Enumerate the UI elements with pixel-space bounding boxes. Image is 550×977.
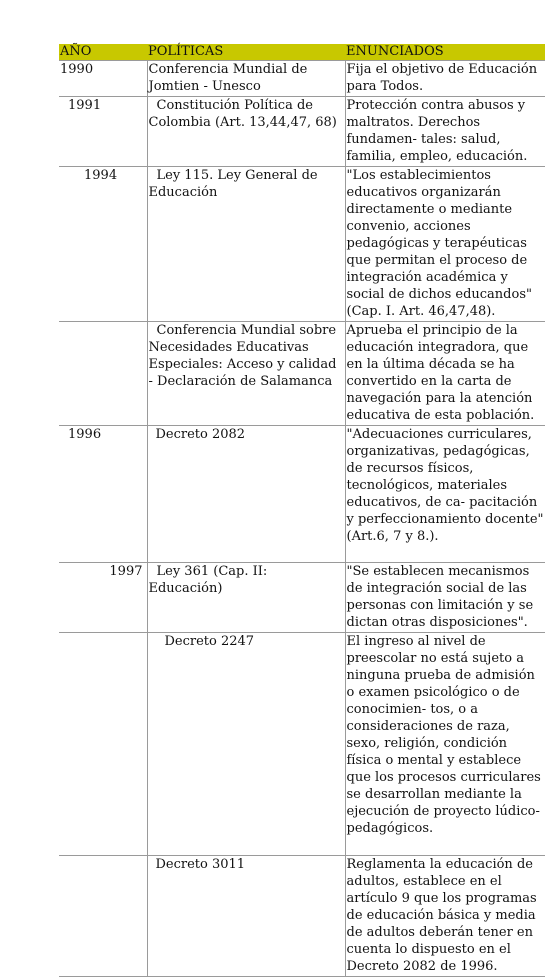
year-cell: 1991	[59, 97, 147, 167]
policy-cell: Decreto 2082	[147, 426, 345, 563]
statement-cell: Fija el objetivo de Educación para Todos.	[345, 61, 545, 97]
table-row	[59, 563, 545, 633]
policy-cell: Decreto 3011	[147, 856, 345, 977]
year-cell: 1994	[59, 167, 147, 322]
policy-cell: Conferencia Mundial de Jomtien - Unesco	[147, 61, 345, 97]
table-row	[59, 167, 545, 322]
statement-cell: "Los establecimientos educativos organizarán directamente o mediante convenio, acciones pedagógicas y terapéuticas que permitan el proceso de integración académica y social de dichos educandos" (Cap. I. Art. 46,47,48).	[345, 167, 545, 322]
year-cell: 1997	[59, 563, 147, 633]
policy-cell: Conferencia Mundial sobre Necesidades Educativas Especiales: Acceso y calidad - Declaración de Salamanca	[147, 322, 345, 426]
year-cell: 1990	[59, 61, 147, 97]
header-year: AÑO	[59, 44, 147, 61]
policy-cell: Ley 115. Ley General de Educación	[147, 167, 345, 322]
table-body	[59, 61, 545, 977]
statement-cell: "Se establecen mecanismos de integración social de las personas con limitación y se dictan otras disposiciones".	[345, 563, 545, 633]
header-policies: POLÍTICAS	[147, 44, 345, 61]
table-header	[59, 44, 545, 61]
year-cell	[59, 322, 147, 426]
policy-table	[59, 44, 545, 977]
statement-cell: Aprueba el principio de la educación integradora, que en la última década se ha convertido en la carta de navegación para la atención educativa de esta población.	[345, 322, 545, 426]
table-row	[59, 61, 545, 97]
statement-cell: Protección contra abusos y maltratos. Derechos fundamen- tales: salud, familia, empleo, educación.	[345, 97, 545, 167]
table-row	[59, 426, 545, 563]
policy-cell: Decreto 2247	[147, 633, 345, 856]
table-row	[59, 322, 545, 426]
year-cell	[59, 633, 147, 856]
policy-cell: Constitución Política de Colombia (Art. 13,44,47, 68)	[147, 97, 345, 167]
header-row	[59, 44, 545, 61]
year-cell: 1996	[59, 426, 147, 563]
statement-cell: El ingreso al nivel de preescolar no está sujeto a ninguna prueba de admisión o examen psicológico o de conocimien- tos, o a consideraciones de raza, sexo, religión, condición física o mental y establece que los procesos curriculares se desarrollan mediante la ejecución de proyecto lúdico-pedagógicos.	[345, 633, 545, 856]
statement-cell: Reglamenta la educación de adultos, establece en el artículo 9 que los programas de educación básica y media de adultos deberán tener en cuenta lo dispuesto en el Decreto 2082 de 1996.	[345, 856, 545, 977]
statement-cell: "Adecuaciones curriculares, organizativas, pedagógicas, de recursos físicos, tecnológicos, materiales educativos, de ca- pacitación y perfeccionamiento docente" (Art.6, 7 y 8.).	[345, 426, 545, 563]
table-row	[59, 633, 545, 856]
table-row	[59, 97, 545, 167]
header-statements: ENUNCIADOS	[345, 44, 545, 61]
table-row	[59, 856, 545, 977]
year-cell	[59, 856, 147, 977]
policy-cell: Ley 361 (Cap. II: Educación)	[147, 563, 345, 633]
